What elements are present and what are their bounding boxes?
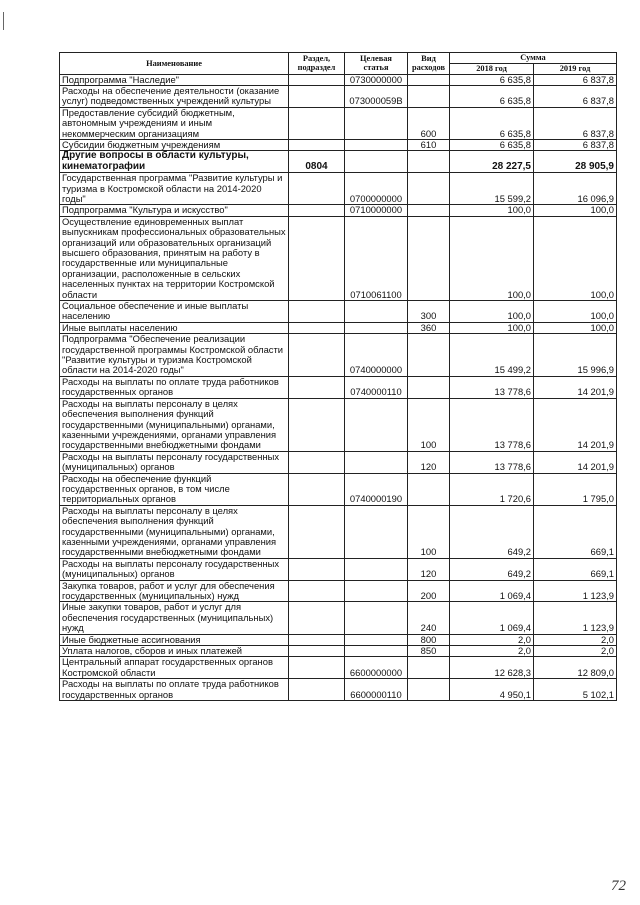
row-section-cell — [289, 657, 345, 679]
row-article-cell: 0710061100 — [345, 216, 408, 300]
row-kind-cell — [408, 657, 450, 679]
table-row — [60, 376, 617, 398]
row-section-cell — [289, 205, 345, 216]
header-section: Раздел, подраздел — [289, 53, 345, 75]
header-year-2018: 2018 год — [450, 64, 534, 75]
table-row — [60, 85, 617, 107]
row-name-cell: Осуществление единовременных выплат выпускникам профессиональных образовательных организаций или образовательных организаций высшего образования, принятым на работу в государственные или муниципальные организации, расположенные в сельских населенных пунктах на территории Костромской области — [60, 216, 289, 300]
row-sum-2019-cell: 100,0 — [534, 301, 617, 323]
table-row — [60, 505, 617, 558]
row-article-cell: 0740000000 — [345, 334, 408, 377]
header-sum: Сумма — [450, 53, 617, 64]
row-article-cell: 0730000000 — [345, 74, 408, 85]
header-name: Наименование — [60, 53, 289, 75]
row-article-cell — [345, 451, 408, 473]
row-kind-cell — [408, 173, 450, 205]
row-sum-2018-cell: 6 635,8 — [450, 139, 534, 150]
row-article-cell: 0710000000 — [345, 205, 408, 216]
row-section-cell — [289, 634, 345, 645]
row-name-cell: Подпрограмма "Культура и искусство" — [60, 205, 289, 216]
table-row — [60, 602, 617, 634]
row-kind-cell: 600 — [408, 107, 450, 139]
row-sum-2019-cell: 1 795,0 — [534, 473, 617, 505]
row-article-cell — [345, 301, 408, 323]
row-sum-2019-cell: 1 123,9 — [534, 602, 617, 634]
row-section-cell — [289, 451, 345, 473]
row-article-cell — [345, 139, 408, 150]
row-kind-cell — [408, 473, 450, 505]
row-name-cell: Расходы на обеспечение функций государственных органов, в том числе территориальных органов — [60, 473, 289, 505]
row-article-cell — [345, 505, 408, 558]
header-year-2019: 2019 год — [534, 64, 617, 75]
row-article-cell: 6600000110 — [345, 679, 408, 701]
row-name-cell: Социальное обеспечение и иные выплаты населению — [60, 301, 289, 323]
row-sum-2018-cell: 6 635,8 — [450, 107, 534, 139]
row-name-cell: Расходы на выплаты персоналу в целях обеспечения выполнения функций государственными (муниципальными) органами, казенными учреждениями, органами управления государственными внебюджетными фондами — [60, 398, 289, 451]
row-sum-2019-cell: 12 809,0 — [534, 657, 617, 679]
table-row — [60, 451, 617, 473]
table-row — [60, 580, 617, 602]
table-header-row — [60, 53, 617, 64]
row-kind-cell — [408, 151, 450, 173]
row-name-cell: Иные выплаты населению — [60, 322, 289, 333]
header-kind: Вид расходов — [408, 53, 450, 75]
row-section-cell — [289, 173, 345, 205]
row-section-cell — [289, 602, 345, 634]
row-kind-cell — [408, 85, 450, 107]
row-sum-2018-cell: 649,2 — [450, 558, 534, 580]
row-name-cell: Расходы на выплаты по оплате труда работников государственных органов — [60, 376, 289, 398]
row-kind-cell: 610 — [408, 139, 450, 150]
table-row — [60, 657, 617, 679]
row-sum-2018-cell: 1 069,4 — [450, 580, 534, 602]
row-name-cell: Центральный аппарат государственных органов Костромской области — [60, 657, 289, 679]
row-name-cell: Расходы на выплаты по оплате труда работников государственных органов — [60, 679, 289, 701]
row-section-cell — [289, 580, 345, 602]
table-row — [60, 322, 617, 333]
row-section-cell — [289, 505, 345, 558]
row-article-cell — [345, 107, 408, 139]
table-row — [60, 216, 617, 300]
row-sum-2018-cell: 1 720,6 — [450, 473, 534, 505]
row-article-cell: 0740000190 — [345, 473, 408, 505]
row-name-cell: Субсидии бюджетным учреждениям — [60, 139, 289, 150]
row-sum-2018-cell: 6 635,8 — [450, 74, 534, 85]
row-section-cell — [289, 74, 345, 85]
row-name-cell: Предоставление субсидий бюджетным, автономным учреждениям и иным некоммерческим организациям — [60, 107, 289, 139]
row-name-cell: Расходы на выплаты персоналу государственных (муниципальных) органов — [60, 558, 289, 580]
row-sum-2018-cell: 100,0 — [450, 322, 534, 333]
row-kind-cell: 360 — [408, 322, 450, 333]
row-sum-2019-cell: 100,0 — [534, 205, 617, 216]
row-article-cell — [345, 558, 408, 580]
row-sum-2018-cell: 649,2 — [450, 505, 534, 558]
table-row — [60, 205, 617, 216]
row-kind-cell — [408, 216, 450, 300]
row-name-cell: Другие вопросы в области культуры, кинематографии — [60, 151, 289, 173]
row-sum-2018-cell: 13 778,6 — [450, 398, 534, 451]
row-sum-2018-cell: 100,0 — [450, 205, 534, 216]
row-name-cell: Иные закупки товаров, работ и услуг для обеспечения государственных (муниципальных) нужд — [60, 602, 289, 634]
budget-table — [59, 52, 617, 701]
row-kind-cell: 850 — [408, 646, 450, 657]
row-section-cell: 0804 — [289, 151, 345, 173]
row-name-cell: Закупка товаров, работ и услуг для обеспечения государственных (муниципальных) нужд — [60, 580, 289, 602]
row-sum-2018-cell: 6 635,8 — [450, 85, 534, 107]
table-row — [60, 151, 617, 173]
row-sum-2019-cell: 100,0 — [534, 322, 617, 333]
row-section-cell — [289, 139, 345, 150]
row-sum-2019-cell: 6 837,8 — [534, 85, 617, 107]
row-sum-2018-cell: 12 628,3 — [450, 657, 534, 679]
row-kind-cell: 240 — [408, 602, 450, 634]
row-section-cell — [289, 107, 345, 139]
table-body — [60, 74, 617, 701]
row-name-cell: Подпрограмма "Наследие" — [60, 74, 289, 85]
row-article-cell — [345, 646, 408, 657]
row-sum-2019-cell: 6 837,8 — [534, 74, 617, 85]
table-row — [60, 558, 617, 580]
row-sum-2019-cell: 2,0 — [534, 646, 617, 657]
row-name-cell: Расходы на обеспечение деятельности (оказание услуг) подведомственных учреждений культуры — [60, 85, 289, 107]
row-name-cell: Иные бюджетные ассигнования — [60, 634, 289, 645]
row-article-cell — [345, 151, 408, 173]
page-number: 72 — [611, 878, 626, 894]
row-sum-2019-cell: 6 837,8 — [534, 139, 617, 150]
header-article: Целевая статья — [345, 53, 408, 75]
row-sum-2018-cell: 4 950,1 — [450, 679, 534, 701]
row-sum-2018-cell: 15 499,2 — [450, 334, 534, 377]
row-sum-2018-cell: 13 778,6 — [450, 451, 534, 473]
table-row — [60, 679, 617, 701]
row-sum-2018-cell: 13 778,6 — [450, 376, 534, 398]
row-name-cell: Расходы на выплаты персоналу в целях обеспечения выполнения функций государственными (муниципальными) органами, казенными учреждениями, органами управления государственными внебюджетными фондами — [60, 505, 289, 558]
row-name-cell: Подпрограмма "Обеспечение реализации государственной программы Костромской области "Развитие культуры и туризма Костромской области на 2014-2020 годы" — [60, 334, 289, 377]
row-section-cell — [289, 301, 345, 323]
row-kind-cell — [408, 376, 450, 398]
table-row — [60, 634, 617, 645]
row-sum-2018-cell: 100,0 — [450, 216, 534, 300]
row-sum-2019-cell: 669,1 — [534, 505, 617, 558]
row-section-cell — [289, 646, 345, 657]
row-kind-cell: 100 — [408, 505, 450, 558]
row-section-cell — [289, 334, 345, 377]
row-section-cell — [289, 322, 345, 333]
row-section-cell — [289, 85, 345, 107]
scan-edge-mark — [3, 12, 4, 30]
row-section-cell — [289, 216, 345, 300]
row-sum-2018-cell: 15 599,2 — [450, 173, 534, 205]
table-row — [60, 398, 617, 451]
row-kind-cell — [408, 205, 450, 216]
row-article-cell — [345, 398, 408, 451]
row-kind-cell: 200 — [408, 580, 450, 602]
row-sum-2019-cell: 6 837,8 — [534, 107, 617, 139]
row-kind-cell: 800 — [408, 634, 450, 645]
row-sum-2019-cell: 100,0 — [534, 216, 617, 300]
row-sum-2018-cell: 2,0 — [450, 634, 534, 645]
row-section-cell — [289, 558, 345, 580]
table-row — [60, 173, 617, 205]
row-sum-2018-cell: 100,0 — [450, 301, 534, 323]
row-kind-cell — [408, 334, 450, 377]
row-sum-2019-cell: 1 123,9 — [534, 580, 617, 602]
row-name-cell: Расходы на выплаты персоналу государственных (муниципальных) органов — [60, 451, 289, 473]
table-row — [60, 646, 617, 657]
row-article-cell — [345, 602, 408, 634]
row-article-cell: 0700000000 — [345, 173, 408, 205]
row-section-cell — [289, 473, 345, 505]
row-sum-2019-cell: 28 905,9 — [534, 151, 617, 173]
row-kind-cell: 120 — [408, 558, 450, 580]
row-name-cell: Уплата налогов, сборов и иных платежей — [60, 646, 289, 657]
row-section-cell — [289, 376, 345, 398]
row-section-cell — [289, 398, 345, 451]
row-sum-2018-cell: 1 069,4 — [450, 602, 534, 634]
row-sum-2019-cell: 15 996,9 — [534, 334, 617, 377]
row-sum-2019-cell: 2,0 — [534, 634, 617, 645]
row-kind-cell: 300 — [408, 301, 450, 323]
row-kind-cell: 120 — [408, 451, 450, 473]
table-row — [60, 473, 617, 505]
row-article-cell — [345, 634, 408, 645]
row-kind-cell — [408, 74, 450, 85]
row-article-cell — [345, 322, 408, 333]
row-section-cell — [289, 679, 345, 701]
table-row — [60, 334, 617, 377]
row-name-cell: Государственная программа "Развитие культуры и туризма в Костромской области на 2014-2020 годы" — [60, 173, 289, 205]
row-sum-2019-cell: 16 096,9 — [534, 173, 617, 205]
table-row — [60, 301, 617, 323]
row-article-cell — [345, 580, 408, 602]
row-sum-2019-cell: 14 201,9 — [534, 398, 617, 451]
row-sum-2018-cell: 28 227,5 — [450, 151, 534, 173]
table-row — [60, 74, 617, 85]
row-article-cell: 073000059В — [345, 85, 408, 107]
table-row — [60, 107, 617, 139]
row-sum-2019-cell: 14 201,9 — [534, 376, 617, 398]
row-kind-cell: 100 — [408, 398, 450, 451]
row-sum-2019-cell: 5 102,1 — [534, 679, 617, 701]
row-article-cell: 0740000110 — [345, 376, 408, 398]
row-article-cell: 6600000000 — [345, 657, 408, 679]
row-kind-cell — [408, 679, 450, 701]
row-sum-2019-cell: 669,1 — [534, 558, 617, 580]
row-sum-2019-cell: 14 201,9 — [534, 451, 617, 473]
row-sum-2018-cell: 2,0 — [450, 646, 534, 657]
